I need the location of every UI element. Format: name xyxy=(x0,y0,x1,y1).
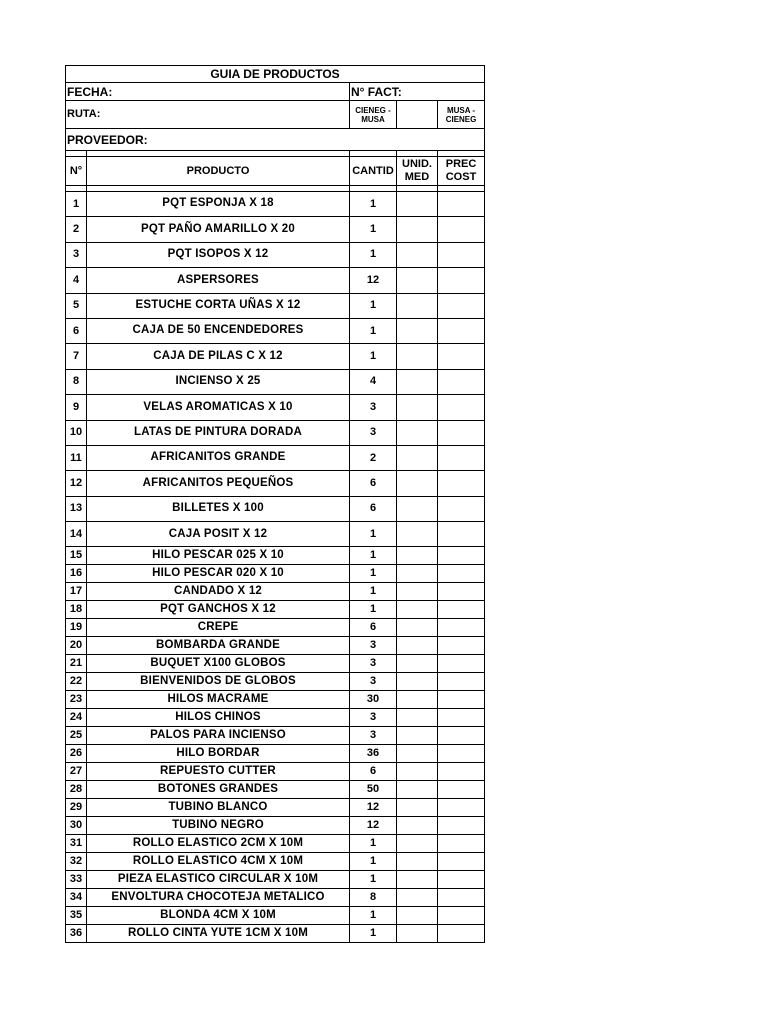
row-price-empty xyxy=(438,496,485,521)
table-row xyxy=(66,293,485,318)
row-unit-empty xyxy=(397,835,438,853)
route-cieneg-musa xyxy=(350,101,397,129)
row-product: PQT GANCHOS X 12 xyxy=(87,601,350,619)
route-a-line1: CIENEG - xyxy=(355,105,391,115)
proveedor-label: PROVEEDOR: xyxy=(66,129,485,151)
row-price-empty xyxy=(438,799,485,817)
row-number: 34 xyxy=(66,889,87,907)
row-price-empty xyxy=(438,395,485,420)
table-row xyxy=(66,907,485,925)
row-price-empty xyxy=(438,344,485,369)
row-number: 33 xyxy=(66,871,87,889)
row-unit-empty xyxy=(397,583,438,601)
ruta-label: RUTA: xyxy=(66,101,350,129)
row-quantity: 3 xyxy=(350,673,397,691)
table-row xyxy=(66,268,485,293)
route-b-line2: CIENEG xyxy=(445,114,477,124)
row-number: 6 xyxy=(66,318,87,343)
sheet-title: GUIA DE PRODUCTOS xyxy=(66,66,485,83)
col-header-price xyxy=(438,157,485,186)
row-product: REPUESTO CUTTER xyxy=(87,763,350,781)
row-unit-empty xyxy=(397,655,438,673)
route-musa-cieneg xyxy=(438,101,485,129)
col-header-price-line1: PREC xyxy=(445,158,477,170)
product-guide-table xyxy=(65,65,485,943)
row-price-empty xyxy=(438,727,485,745)
table-row xyxy=(66,889,485,907)
table-row xyxy=(66,853,485,871)
row-price-empty xyxy=(438,835,485,853)
row-number: 1 xyxy=(66,192,87,217)
row-quantity: 1 xyxy=(350,601,397,619)
col-header-price-line2: COST xyxy=(445,171,477,183)
row-unit-empty xyxy=(397,799,438,817)
row-quantity: 1 xyxy=(350,318,397,343)
table-row xyxy=(66,471,485,496)
row-price-empty xyxy=(438,369,485,394)
table-row xyxy=(66,817,485,835)
row-number: 12 xyxy=(66,471,87,496)
row-number: 20 xyxy=(66,637,87,655)
row-price-empty xyxy=(438,889,485,907)
row-quantity: 1 xyxy=(350,853,397,871)
row-quantity: 1 xyxy=(350,907,397,925)
table-row xyxy=(66,763,485,781)
row-product: TUBINO NEGRO xyxy=(87,817,350,835)
row-quantity: 3 xyxy=(350,395,397,420)
row-price-empty xyxy=(438,471,485,496)
row-number: 30 xyxy=(66,817,87,835)
row-price-empty xyxy=(438,583,485,601)
col-header-num: N° xyxy=(66,157,87,186)
row-price-empty xyxy=(438,601,485,619)
row-quantity: 3 xyxy=(350,420,397,445)
row-price-empty xyxy=(438,817,485,835)
row-unit-empty xyxy=(397,344,438,369)
row-unit-empty xyxy=(397,853,438,871)
row-unit-empty xyxy=(397,889,438,907)
row-product: TUBINO BLANCO xyxy=(87,799,350,817)
row-quantity: 1 xyxy=(350,871,397,889)
row-product: HILO PESCAR 020 X 10 xyxy=(87,565,350,583)
row-product: BILLETES X 100 xyxy=(87,496,350,521)
row-product: ROLLO CINTA YUTE 1CM X 10M xyxy=(87,925,350,943)
table-row xyxy=(66,925,485,943)
row-quantity: 1 xyxy=(350,293,397,318)
fecha-label: FECHA: xyxy=(66,83,350,101)
row-number: 19 xyxy=(66,619,87,637)
row-unit-empty xyxy=(397,691,438,709)
table-row xyxy=(66,871,485,889)
row-number: 9 xyxy=(66,395,87,420)
row-product: ENVOLTURA CHOCOTEJA METALICO xyxy=(87,889,350,907)
row-number: 31 xyxy=(66,835,87,853)
row-unit-empty xyxy=(397,673,438,691)
row-unit-empty xyxy=(397,619,438,637)
row-quantity: 30 xyxy=(350,691,397,709)
row-quantity: 6 xyxy=(350,496,397,521)
row-product: BOMBARDA GRANDE xyxy=(87,637,350,655)
row-product: PQT ISOPOS X 12 xyxy=(87,242,350,267)
row-unit-empty xyxy=(397,547,438,565)
row-product: CREPE xyxy=(87,619,350,637)
table-row xyxy=(66,601,485,619)
route-b-line1: MUSA - xyxy=(446,105,476,115)
row-number: 14 xyxy=(66,522,87,547)
row-product: CAJA POSIT X 12 xyxy=(87,522,350,547)
route-empty-cell xyxy=(397,101,438,129)
row-price-empty xyxy=(438,420,485,445)
row-unit-empty xyxy=(397,318,438,343)
row-quantity: 6 xyxy=(350,471,397,496)
row-price-empty xyxy=(438,268,485,293)
row-product: BUQUET X100 GLOBOS xyxy=(87,655,350,673)
product-guide-sheet xyxy=(65,65,484,943)
row-quantity: 12 xyxy=(350,817,397,835)
row-number: 25 xyxy=(66,727,87,745)
table-row xyxy=(66,420,485,445)
table-row xyxy=(66,217,485,242)
row-unit-empty xyxy=(397,293,438,318)
row-quantity: 1 xyxy=(350,242,397,267)
table-row xyxy=(66,445,485,470)
row-price-empty xyxy=(438,709,485,727)
row-number: 7 xyxy=(66,344,87,369)
row-quantity: 1 xyxy=(350,583,397,601)
row-product: CAJA DE 50 ENCENDEDORES xyxy=(87,318,350,343)
row-price-empty xyxy=(438,565,485,583)
row-quantity: 2 xyxy=(350,445,397,470)
table-row xyxy=(66,691,485,709)
row-number: 36 xyxy=(66,925,87,943)
row-number: 2 xyxy=(66,217,87,242)
row-product: PQT PAÑO AMARILLO X 20 xyxy=(87,217,350,242)
row-quantity: 1 xyxy=(350,217,397,242)
row-quantity: 4 xyxy=(350,369,397,394)
row-unit-empty xyxy=(397,871,438,889)
row-price-empty xyxy=(438,619,485,637)
row-quantity: 3 xyxy=(350,727,397,745)
table-row xyxy=(66,709,485,727)
row-quantity: 3 xyxy=(350,709,397,727)
table-row xyxy=(66,637,485,655)
row-price-empty xyxy=(438,781,485,799)
row-price-empty xyxy=(438,853,485,871)
row-product: CAJA DE PILAS C X 12 xyxy=(87,344,350,369)
row-price-empty xyxy=(438,547,485,565)
table-row xyxy=(66,522,485,547)
row-unit-empty xyxy=(397,925,438,943)
row-price-empty xyxy=(438,217,485,242)
row-product: LATAS DE PINTURA DORADA xyxy=(87,420,350,445)
row-price-empty xyxy=(438,293,485,318)
row-quantity: 6 xyxy=(350,763,397,781)
row-unit-empty xyxy=(397,217,438,242)
row-number: 13 xyxy=(66,496,87,521)
table-row xyxy=(66,369,485,394)
row-product: BIENVENIDOS DE GLOBOS xyxy=(87,673,350,691)
row-number: 29 xyxy=(66,799,87,817)
row-quantity: 36 xyxy=(350,745,397,763)
row-product: BOTONES GRANDES xyxy=(87,781,350,799)
row-unit-empty xyxy=(397,496,438,521)
row-number: 27 xyxy=(66,763,87,781)
row-number: 17 xyxy=(66,583,87,601)
row-quantity: 8 xyxy=(350,889,397,907)
row-price-empty xyxy=(438,242,485,267)
row-unit-empty xyxy=(397,242,438,267)
row-product: HILO PESCAR 025 X 10 xyxy=(87,547,350,565)
row-number: 15 xyxy=(66,547,87,565)
row-number: 10 xyxy=(66,420,87,445)
row-price-empty xyxy=(438,655,485,673)
col-header-qty: CANTID xyxy=(350,157,397,186)
row-unit-empty xyxy=(397,369,438,394)
row-product: ROLLO ELASTICO 4CM X 10M xyxy=(87,853,350,871)
row-price-empty xyxy=(438,745,485,763)
row-price-empty xyxy=(438,637,485,655)
table-row xyxy=(66,799,485,817)
row-product: AFRICANITOS PEQUEÑOS xyxy=(87,471,350,496)
table-row xyxy=(66,192,485,217)
row-price-empty xyxy=(438,673,485,691)
row-number: 5 xyxy=(66,293,87,318)
row-number: 11 xyxy=(66,445,87,470)
row-product: INCIENSO X 25 xyxy=(87,369,350,394)
row-number: 18 xyxy=(66,601,87,619)
row-unit-empty xyxy=(397,601,438,619)
table-row xyxy=(66,565,485,583)
row-unit-empty xyxy=(397,745,438,763)
row-unit-empty xyxy=(397,445,438,470)
col-header-unit-line1: UNID. xyxy=(402,158,432,170)
route-a-line2: MUSA xyxy=(361,114,385,124)
row-product: ROLLO ELASTICO 2CM X 10M xyxy=(87,835,350,853)
row-product: ASPERSORES xyxy=(87,268,350,293)
row-price-empty xyxy=(438,871,485,889)
row-price-empty xyxy=(438,192,485,217)
table-row xyxy=(66,745,485,763)
row-product: HILOS MACRAME xyxy=(87,691,350,709)
row-product: HILOS CHINOS xyxy=(87,709,350,727)
row-unit-empty xyxy=(397,522,438,547)
row-product: VELAS AROMATICAS X 10 xyxy=(87,395,350,420)
row-quantity: 1 xyxy=(350,547,397,565)
row-product: PIEZA ELASTICO CIRCULAR X 10M xyxy=(87,871,350,889)
row-product: HILO BORDAR xyxy=(87,745,350,763)
row-price-empty xyxy=(438,691,485,709)
row-quantity: 12 xyxy=(350,268,397,293)
row-product: BLONDA 4CM X 10M xyxy=(87,907,350,925)
table-row xyxy=(66,318,485,343)
row-product: PQT ESPONJA X 18 xyxy=(87,192,350,217)
row-number: 21 xyxy=(66,655,87,673)
row-price-empty xyxy=(438,925,485,943)
row-price-empty xyxy=(438,445,485,470)
row-number: 4 xyxy=(66,268,87,293)
row-number: 16 xyxy=(66,565,87,583)
col-header-unit-line2: MED xyxy=(404,171,430,183)
row-unit-empty xyxy=(397,709,438,727)
col-header-product: PRODUCTO xyxy=(87,157,350,186)
row-quantity: 12 xyxy=(350,799,397,817)
row-quantity: 1 xyxy=(350,344,397,369)
table-row xyxy=(66,727,485,745)
row-number: 23 xyxy=(66,691,87,709)
table-row xyxy=(66,242,485,267)
row-price-empty xyxy=(438,763,485,781)
table-row xyxy=(66,619,485,637)
row-quantity: 3 xyxy=(350,637,397,655)
row-quantity: 1 xyxy=(350,835,397,853)
row-unit-empty xyxy=(397,268,438,293)
table-row xyxy=(66,655,485,673)
table-row xyxy=(66,673,485,691)
row-unit-empty xyxy=(397,637,438,655)
col-header-unit xyxy=(397,157,438,186)
row-number: 22 xyxy=(66,673,87,691)
table-row xyxy=(66,344,485,369)
table-row xyxy=(66,583,485,601)
row-quantity: 1 xyxy=(350,522,397,547)
row-number: 8 xyxy=(66,369,87,394)
row-quantity: 3 xyxy=(350,655,397,673)
table-row xyxy=(66,835,485,853)
row-product: PALOS PARA INCIENSO xyxy=(87,727,350,745)
row-product: CANDADO X 12 xyxy=(87,583,350,601)
row-unit-empty xyxy=(397,763,438,781)
row-unit-empty xyxy=(397,192,438,217)
row-quantity: 6 xyxy=(350,619,397,637)
row-product: ESTUCHE CORTA UÑAS X 12 xyxy=(87,293,350,318)
table-row xyxy=(66,781,485,799)
row-unit-empty xyxy=(397,727,438,745)
row-unit-empty xyxy=(397,907,438,925)
row-quantity: 50 xyxy=(350,781,397,799)
row-number: 28 xyxy=(66,781,87,799)
row-quantity: 1 xyxy=(350,565,397,583)
row-number: 3 xyxy=(66,242,87,267)
fact-label: N° FACT: xyxy=(350,83,485,101)
row-product: AFRICANITOS GRANDE xyxy=(87,445,350,470)
row-number: 24 xyxy=(66,709,87,727)
row-price-empty xyxy=(438,907,485,925)
table-row xyxy=(66,395,485,420)
row-unit-empty xyxy=(397,395,438,420)
row-unit-empty xyxy=(397,781,438,799)
row-quantity: 1 xyxy=(350,925,397,943)
row-price-empty xyxy=(438,522,485,547)
table-row xyxy=(66,547,485,565)
row-number: 32 xyxy=(66,853,87,871)
row-unit-empty xyxy=(397,565,438,583)
row-number: 35 xyxy=(66,907,87,925)
row-unit-empty xyxy=(397,471,438,496)
row-unit-empty xyxy=(397,420,438,445)
row-quantity: 1 xyxy=(350,192,397,217)
row-price-empty xyxy=(438,318,485,343)
table-row xyxy=(66,496,485,521)
row-unit-empty xyxy=(397,817,438,835)
row-number: 26 xyxy=(66,745,87,763)
